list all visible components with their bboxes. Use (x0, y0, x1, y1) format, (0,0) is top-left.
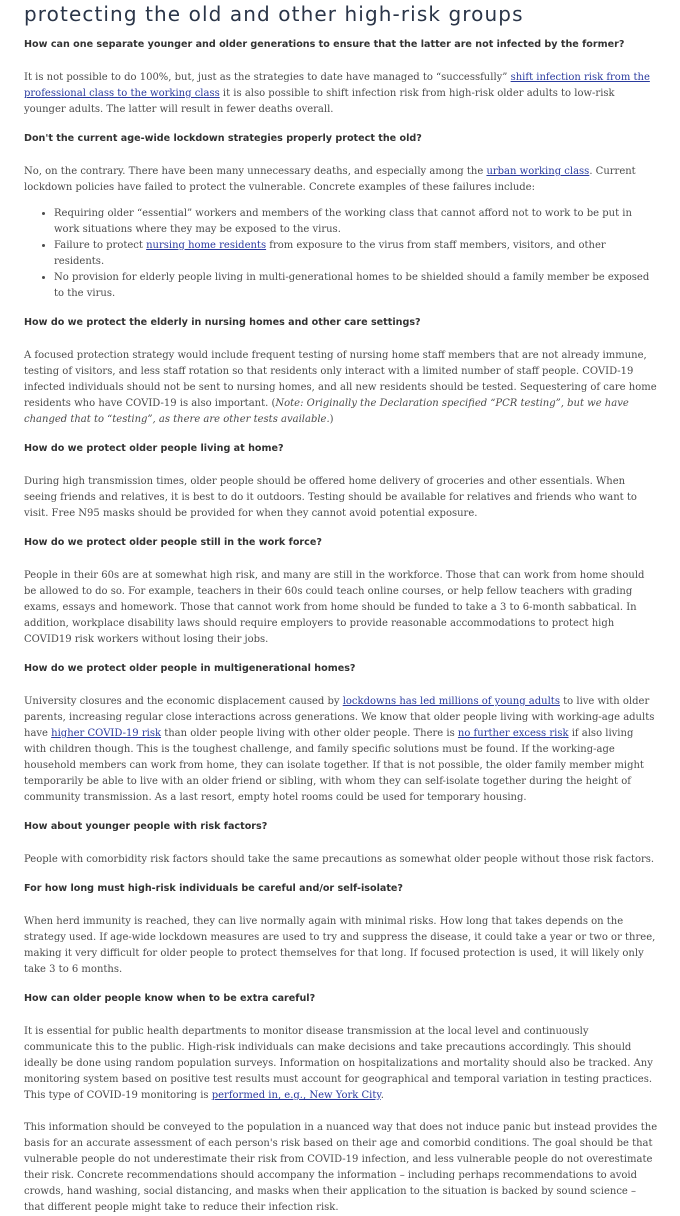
link-no-further-excess-risk[interactable]: no further excess risk (457, 728, 569, 739)
answer-text: A focused protection strategy would include frequent testing of nursing home staff members that are not already immune, testing of visitors, and less staff rotation so that residents only interact with a limited number of staff people. COVID-19 infected individuals should not be sent to nursing homes, and all new residents should be tested. Sequestering of care home residents who have COVID-19 is also important. ( (24, 350, 657, 409)
link-urban-working-class[interactable]: urban working class (486, 166, 590, 177)
faq-question: How about younger people with risk factors? (24, 821, 268, 832)
faq-answer: This information should be conveyed to the population in a nuanced way that does not induce panic but instead provides the basis for an accurate assessment of each person's risk based on their age and comorbid conditions. The goal should be that vulnerable people do not underestimate their risk from COVID-19 infection, and less vulnerable people do not overestimate their risk. Concrete recommendations should accompany the information – including perhaps recommendations to avoid crowds, hand washing, social distancing, and masks when their application to the situation is backed by sound science – that different people might take to reduce their infection risk. (24, 1122, 658, 1213)
answer-note: Note: Originally the Declaration specified “PCR testing”, but we have changed that to “testing”, as there are other tests available. (24, 398, 629, 425)
faq-answer (24, 164, 658, 196)
answer-text: It is not possible to do 100%, but, just as the strategies to date have managed to “successfully” (24, 72, 511, 83)
link-higher-covid-risk[interactable]: higher COVID-19 risk (51, 728, 162, 739)
answer-text: University closures and the economic displacement caused by (24, 696, 343, 707)
faq-question: How do we protect older people living at home? (24, 443, 284, 454)
answer-text: No, on the contrary. There have been many unnecessary deaths, and especially among the (24, 166, 487, 177)
page-title: protecting the old and other high-risk groups (24, 2, 524, 26)
answer-text: It is essential for public health departments to monitor disease transmission at the local level and continuously communicate this to the public. High-risk individuals can make decisions and take precautions accordingly. This should ideally be done using random population surveys. Information on hospitalizations and mortality should also be tracked. Any monitoring system based on positive test results must account for geographical and temporal variation in testing practices. This type of COVID-19 monitoring is (24, 1026, 653, 1101)
link-lockdowns-young-adults[interactable]: lockdowns has led millions of young adults (342, 696, 560, 707)
answer-text: . Current lockdown policies have failed to protect the vulnerable. Concrete examples of these failures include: (24, 166, 636, 193)
bullet-text: from exposure to the virus from staff members, visitors, and other residents. (54, 240, 606, 267)
link-new-york-city[interactable]: performed in, e.g., New York City (211, 1090, 381, 1101)
answer-text: than older people living with other older people. There is (161, 728, 458, 739)
faq-question: How can one separate younger and older generations to ensure that the latter are not infected by the former? (24, 39, 625, 50)
faq-answer (24, 70, 658, 118)
faq-question: How do we protect older people still in the work force? (24, 537, 322, 548)
answer-text: to live with older parents, increasing regular close interactions across generations. We know that older people living with working-age adults have (24, 696, 655, 739)
link-shift-infection-risk[interactable]: shift infection risk from the professional class to the working class (24, 72, 650, 99)
answer-text: . (380, 1090, 384, 1101)
bullet-text: Failure to protect (54, 240, 147, 251)
failures-list (24, 206, 658, 302)
faq-question: Don't the current age-wide lockdown strategies properly protect the old? (24, 133, 422, 144)
faq-answer (24, 348, 658, 428)
list-item (54, 206, 658, 238)
faq-answer (24, 1024, 658, 1104)
faq-question: How do we protect the elderly in nursing homes and other care settings? (24, 317, 421, 328)
bullet-text: Requiring older “essential” workers and members of the working class that cannot afford not to work to be put in work situations where they may be exposed to the virus. (54, 208, 632, 235)
answer-text: it is also possible to shift infection risk from high-risk older adults to low-risk younger adults. The latter will result in fewer deaths overall. (24, 88, 615, 115)
answer-text: ) (329, 414, 334, 425)
faq-question: For how long must high-risk individuals be careful and/or self-isolate? (24, 883, 403, 894)
faq-answer: During high transmission times, older people should be offered home delivery of groceries and other essentials. When seeing friends and relatives, it is best to do it outdoors. Testing should be available for relatives and friends who want to visit. Free N95 masks should be provided for when they cannot avoid potential exposure. (24, 476, 637, 519)
faq-answer: People with comorbidity risk factors should take the same precautions as somewhat older people without those risk factors. (24, 854, 655, 865)
bullet-text: No provision for elderly people living in multi-generational homes to be shielded should a family member be exposed to the virus. (54, 272, 650, 299)
faq-question: How can older people know when to be extra careful? (24, 993, 316, 1004)
article-content (24, 38, 658, 1216)
faq-answer (24, 694, 658, 806)
faq-question: How do we protect older people in multigenerational homes? (24, 663, 356, 674)
list-item (54, 270, 658, 302)
faq-answer: When herd immunity is reached, they can live normally again with minimal risks. How long that takes depends on the strategy used. If age-wide lockdown measures are used to try and suppress the disease, it could take a year or two or three, making it very difficult for older people to protect themselves for that long. If focused protection is used, it will likely only take 3 to 6 months. (24, 916, 656, 975)
link-nursing-home-residents[interactable]: nursing home residents (146, 240, 267, 251)
answer-text: if also living with children though. This is the toughest challenge, and family specific solutions must be found. If the working-age household members can work from home, they can isolate together. If that is not possible, the older family member might temporarily be able to live with an older friend or sibling, with whom they can self-isolate together during the height of community transmission. As a last resort, empty hotel rooms could be used for temporary housing. (24, 728, 644, 803)
faq-answer: People in their 60s are at somewhat high risk, and many are still in the workforce. Those that can work from home should be allowed to do so. For example, teachers in their 60s could teach online courses, or help fellow teachers with grading exams, essays and homework. Those that cannot work from home should be funded to take a 3 to 6-month sabbatical. In addition, workplace disability laws should require employers to provide reasonable accommodations to protect high COVID19 risk workers without losing their jobs. (24, 570, 645, 645)
list-item (54, 238, 658, 270)
